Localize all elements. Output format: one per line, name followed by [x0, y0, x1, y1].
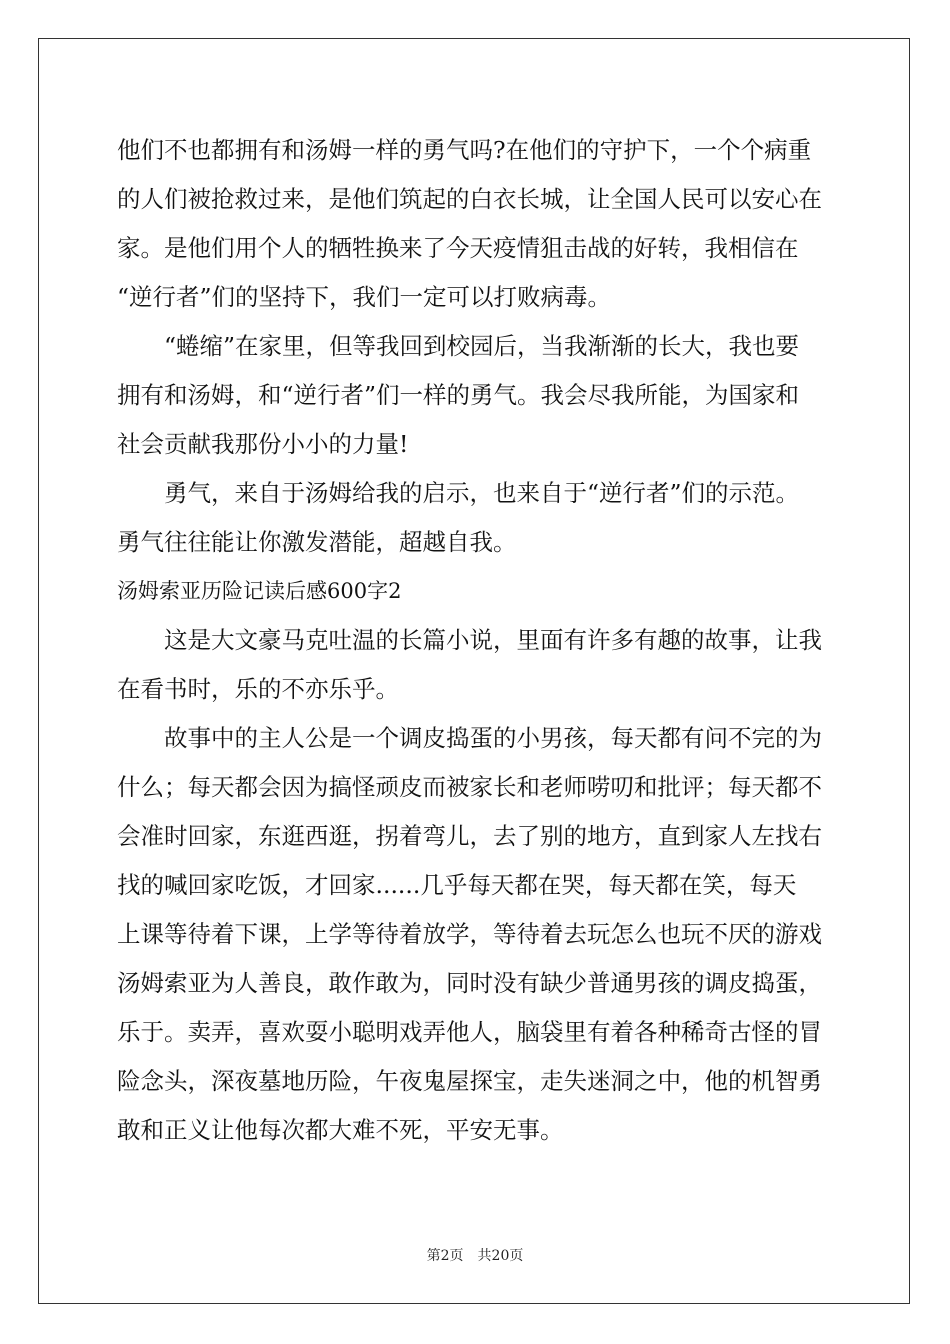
document-body: [117, 126, 833, 1155]
paragraph-line: 会准时回家，东逛西逛，拐着弯儿，去了别的地方，直到家人左找右: [117, 822, 822, 850]
paragraph-line: 勇气，来自于汤姆给我的启示，也来自于“逆行者”们的示范。: [164, 479, 800, 507]
paragraph-line: 社会贡献我那份小小的力量!: [117, 430, 409, 458]
paragraph-line: 拥有和汤姆，和“逆行者”们一样的勇气。我会尽我所能，为国家和: [117, 381, 800, 409]
paragraph-line: 故事中的主人公是一个调皮捣蛋的小男孩，每天都有问不完的为: [164, 724, 822, 752]
paragraph-line: 家。是他们用个人的牺牲换来了今天疫情狙击战的好转，我相信在: [117, 234, 799, 262]
paragraph-line: 乐于。卖弄，喜欢耍小聪明戏弄他人，脑袋里有着各种稀奇古怪的冒: [117, 1018, 822, 1046]
paragraph-line: 在看书时，乐的不亦乐乎。: [117, 675, 399, 703]
paragraph-line: 上课等待着下课，上学等待着放学，等待着去玩怎么也玩不厌的游戏: [117, 920, 822, 948]
paragraph-line: 险念头，深夜墓地历险，午夜鬼屋探宝，走失迷洞之中，他的机智勇: [117, 1067, 822, 1095]
page-number-footer: 第2页 共20页: [426, 1248, 524, 1264]
paragraph-line: 这是大文豪马克吐温的长篇小说，里面有许多有趣的故事，让我: [164, 626, 822, 654]
paragraph-line: 什么；每天都会因为搞怪顽皮而被家长和老师唠叨和批评；每天都不: [117, 773, 822, 801]
paragraph-line: 汤姆索亚为人善良，敢作敢为，同时没有缺少普通男孩的调皮捣蛋，: [117, 969, 822, 997]
paragraph-line: “逆行者”们的坚持下，我们一定可以打败病毒。: [117, 283, 612, 311]
section-heading: 汤姆索亚历险记读后感600字2: [117, 579, 402, 603]
paragraph-line: 的人们被抢救过来，是他们筑起的白衣长城，让全国人民可以安心在: [117, 185, 822, 213]
paragraph-line: 敢和正义让他每次都大难不死，平安无事。: [117, 1116, 564, 1144]
paragraph-line: 找的喊回家吃饭，才回家......几乎每天都在哭，每天都在笑，每天: [117, 871, 797, 899]
paragraph-line: 他们不也都拥有和汤姆一样的勇气吗?在他们的守护下，一个个病重: [117, 136, 812, 164]
paragraph-line: 勇气往往能让你激发潜能，超越自我。: [117, 528, 517, 556]
paragraph-line: “蜷缩”在家里，但等我回到校园后，当我渐渐的长大，我也要: [164, 332, 800, 360]
